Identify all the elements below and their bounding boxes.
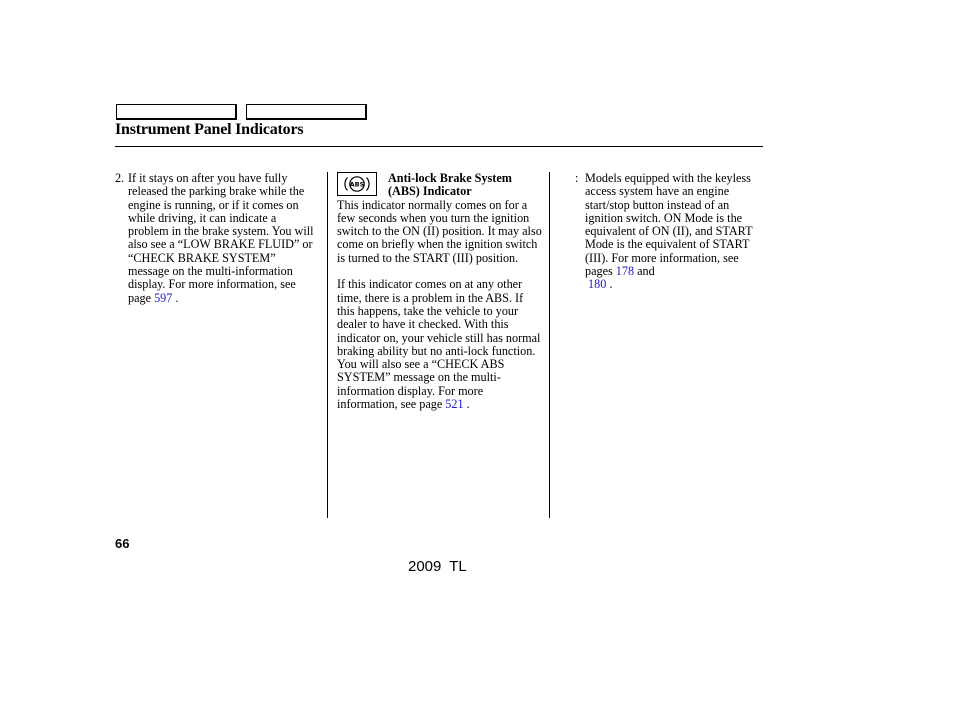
page-title: Instrument Panel Indicators (115, 121, 304, 138)
column-3 (575, 172, 765, 292)
note-colon: : (575, 171, 579, 185)
paragraph-spacer (337, 265, 542, 278)
abs-warning-icon-graphic (342, 174, 372, 194)
column-divider-2 (549, 172, 550, 518)
keyless-note-body: Models equipped with the keyless access system have an engine start/stop button instead of an ignition switch. ON Mode is the equivalent of ON (II), and START Mode is the equivalent of START (III). For more information, see pages (585, 171, 753, 279)
title-divider (115, 146, 763, 147)
abs-icon-label: ABS (349, 180, 365, 189)
keyless-note-period: . (609, 277, 613, 292)
abs-heading-row (337, 172, 542, 199)
abs-paragraph-2-body: If this indicator comes on at any other time, there is a problem in the ABS. If this happens, take the vehicle to your dealer to have it checked. With this indicator on, your vehicle still has normal braking ability but no anti-lock function. You will also see a “CHECK ABS SYSTEM” message on the multi-information display. For more information, see page (337, 277, 541, 412)
page-number: 66 (115, 536, 130, 551)
footer-model: 2009 TL (408, 558, 467, 575)
abs-heading: Anti-lock Brake System (ABS) Indicator (388, 171, 512, 199)
list-number: 2. (115, 171, 125, 185)
column-2 (337, 172, 542, 411)
page-link-178[interactable]: 178 (615, 264, 635, 279)
column-divider-1 (327, 172, 328, 518)
column-1-period: . (175, 290, 179, 305)
abs-warning-icon (337, 172, 377, 196)
keyless-note-and: and (637, 264, 655, 279)
nav-button-index[interactable] (246, 104, 367, 120)
nav-button-contents[interactable] (116, 104, 237, 120)
keyless-note (585, 172, 765, 292)
abs-paragraph-2-period: . (466, 397, 470, 412)
page-link-180[interactable]: 180 (588, 277, 607, 292)
column-1 (115, 172, 315, 305)
column-1-body: If it stays on after you have fully released the parking brake while the engine is running, or if it comes on while driving, it can indicate a problem in the brake system. You will also see a “LOW BRAKE FLUID” or “CHECK BRAKE SYSTEM” message on the multi-information display. For more information, see page (128, 171, 314, 305)
page-link-521[interactable]: 521 (445, 397, 464, 412)
column-1-text (128, 172, 315, 305)
page-link-597[interactable]: 597 (154, 290, 173, 305)
abs-paragraph-2 (337, 278, 542, 411)
abs-paragraph-1: This indicator normally comes on for a few seconds when you turn the ignition switch to the ON (II) position. It may also come on briefly when the ignition switch is turned to the START (III) position. (337, 197, 542, 265)
